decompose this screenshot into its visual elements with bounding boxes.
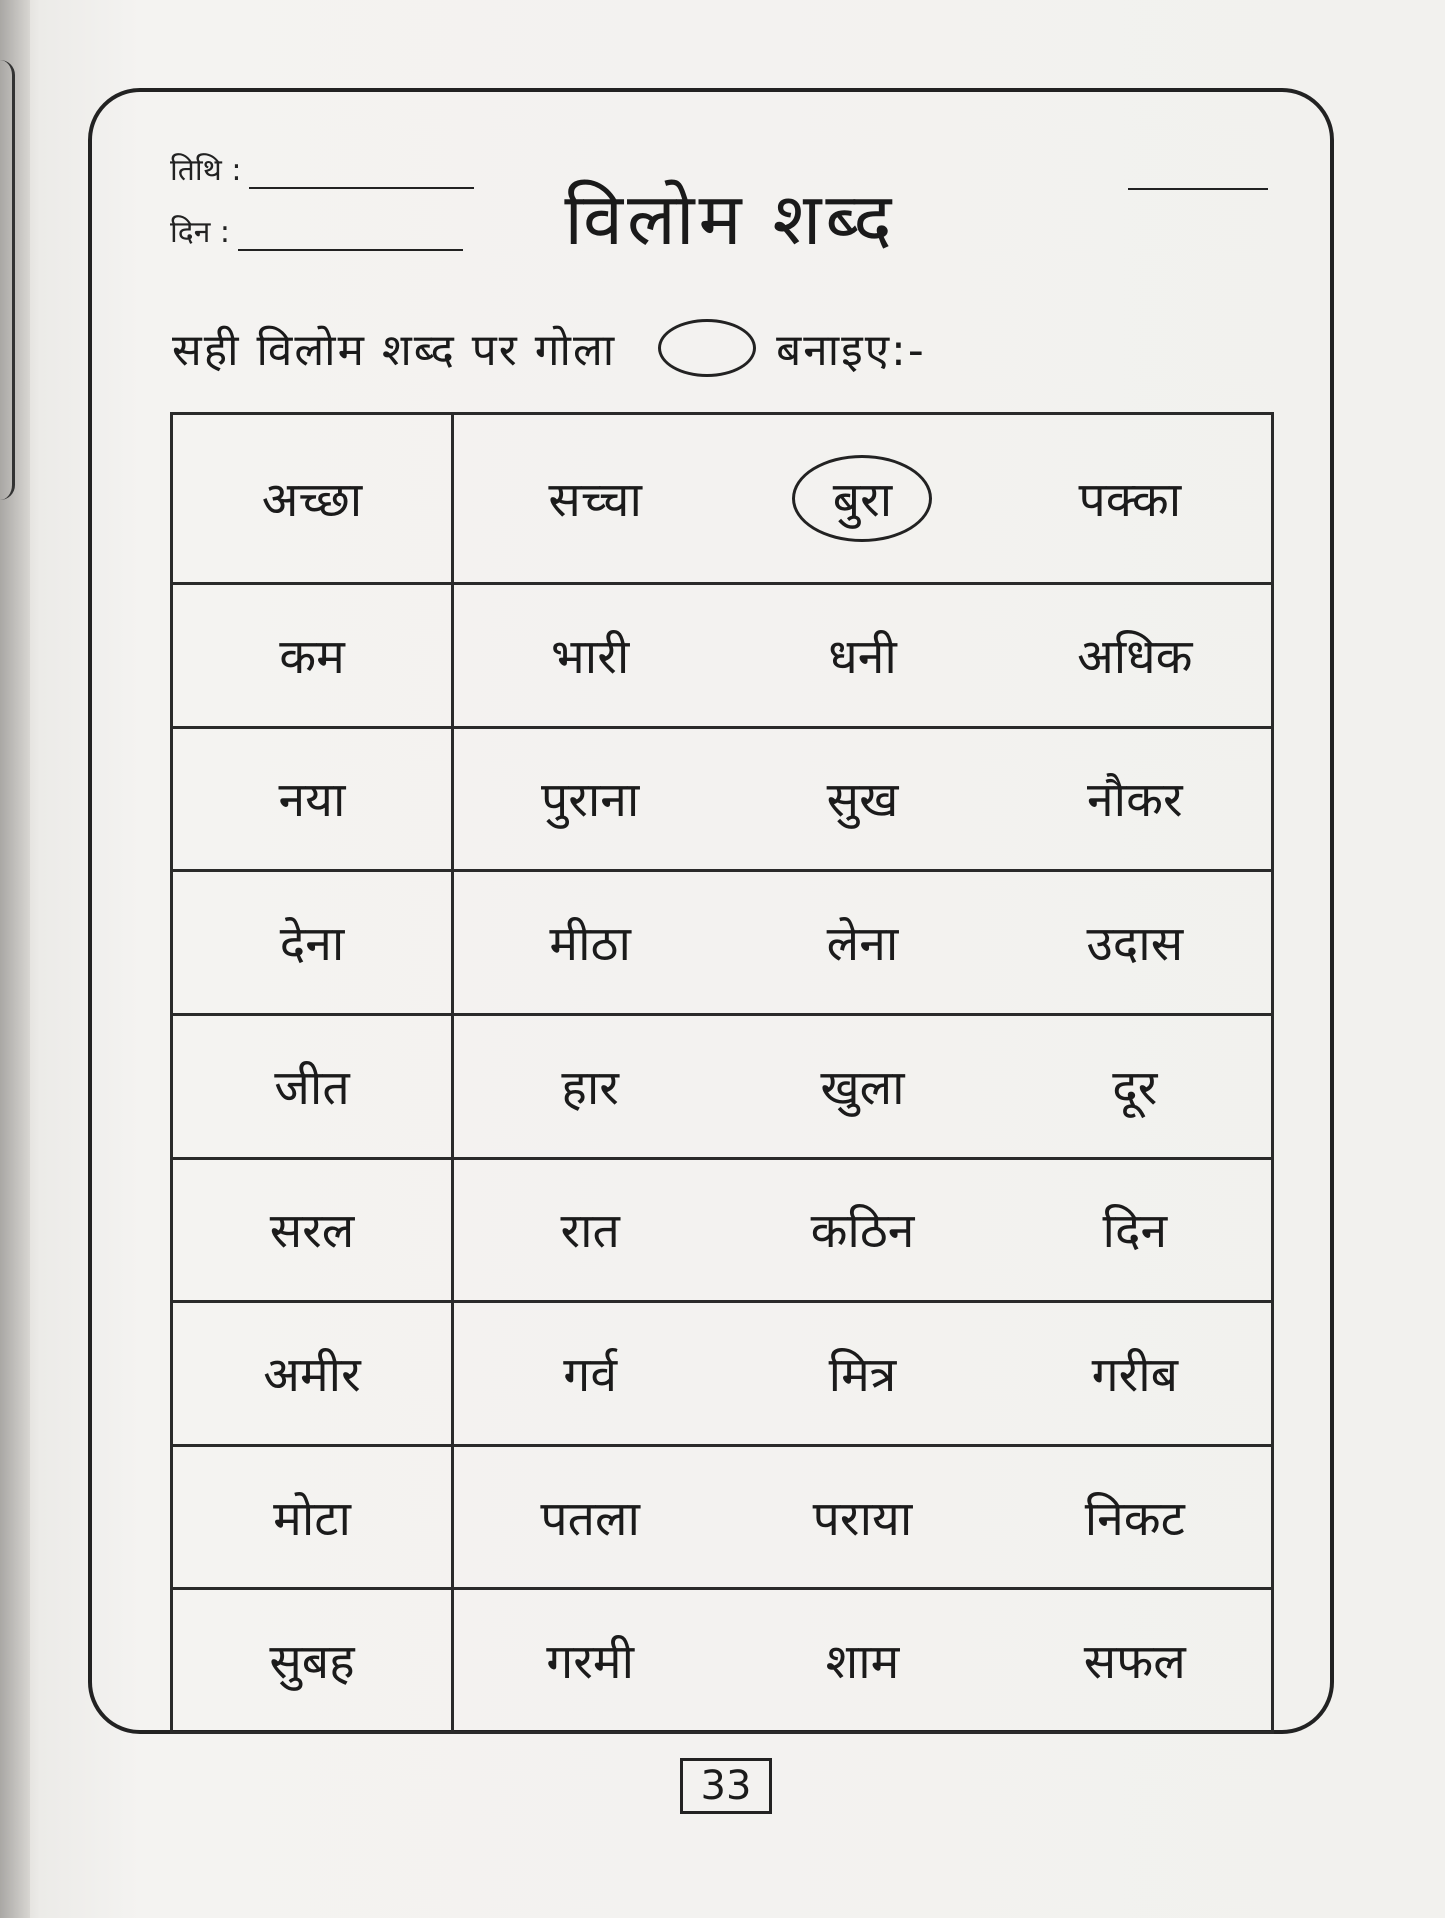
- question-word: कम: [172, 584, 453, 728]
- options-cell: [453, 727, 1273, 871]
- options-row: [454, 1590, 1271, 1731]
- option-word[interactable]: गरीब: [1091, 1346, 1179, 1403]
- option-word[interactable]: दूर: [1112, 1059, 1158, 1116]
- instruction-text: [172, 318, 926, 378]
- options-cell: [453, 414, 1273, 584]
- options-cell: [453, 1589, 1273, 1733]
- options-row: [454, 1160, 1271, 1301]
- option-word[interactable]: पतला: [540, 1490, 640, 1547]
- option-word[interactable]: दिन: [1102, 1203, 1168, 1260]
- page-title: विलोम शब्द: [564, 177, 896, 261]
- options-cell: [453, 1014, 1273, 1158]
- name-blank-line[interactable]: [1128, 188, 1268, 190]
- table-row: [172, 1302, 1273, 1446]
- option-word[interactable]: मीठा: [549, 916, 631, 973]
- options-row: [454, 1303, 1271, 1444]
- option-word[interactable]: कठिन: [810, 1203, 915, 1260]
- option-word[interactable]: सफल: [1083, 1634, 1186, 1691]
- option-word[interactable]: रात: [560, 1203, 620, 1260]
- table-row: [172, 871, 1273, 1015]
- day-label: दिन :: [170, 215, 230, 250]
- option-word[interactable]: हार: [561, 1059, 619, 1116]
- options-row: [454, 585, 1271, 726]
- previous-page-edge: [0, 60, 15, 500]
- options-row: [454, 1447, 1271, 1588]
- option-word[interactable]: सुख: [826, 772, 899, 829]
- option-word[interactable]: लेना: [826, 916, 899, 973]
- day-blank-line[interactable]: [238, 249, 463, 251]
- options-row: [454, 729, 1271, 870]
- question-word: अमीर: [172, 1302, 453, 1446]
- question-word: सरल: [172, 1158, 453, 1302]
- option-word[interactable]: गरमी: [546, 1634, 635, 1691]
- option-word[interactable]: नौकर: [1087, 772, 1183, 829]
- instruction-before: सही विलोम शब्द पर गोला: [172, 325, 617, 376]
- table-row: [172, 584, 1273, 728]
- table-row: [172, 414, 1273, 584]
- table-row: [172, 1158, 1273, 1302]
- options-row: [454, 415, 1271, 582]
- option-word[interactable]: खुला: [820, 1059, 905, 1116]
- table-row: [172, 727, 1273, 871]
- table-row: [172, 1014, 1273, 1158]
- option-word[interactable]: धनी: [828, 628, 897, 685]
- date-field: [170, 148, 474, 189]
- question-word: सुबह: [172, 1589, 453, 1733]
- question-word: नया: [172, 727, 453, 871]
- antonym-table: [170, 412, 1274, 1734]
- options-cell: [453, 1158, 1273, 1302]
- date-label: तिथि :: [170, 153, 242, 188]
- question-word: जीत: [172, 1014, 453, 1158]
- option-word[interactable]: शाम: [825, 1634, 900, 1691]
- option-word[interactable]: पक्का: [1078, 472, 1182, 529]
- option-word[interactable]: सच्चा: [548, 472, 642, 529]
- options-cell: [453, 1302, 1273, 1446]
- oval-sample-icon: [658, 319, 756, 377]
- page-number: 33: [680, 1758, 772, 1814]
- options-cell: [453, 871, 1273, 1015]
- option-word[interactable]: गर्व: [563, 1346, 618, 1403]
- option-word[interactable]: अधिक: [1077, 628, 1193, 685]
- question-word: अच्छा: [172, 414, 453, 584]
- option-word[interactable]: भारी: [551, 628, 630, 685]
- question-word: मोटा: [172, 1445, 453, 1589]
- table-row: [172, 1589, 1273, 1733]
- table-row: [172, 1445, 1273, 1589]
- instruction-after: बनाइए:-: [776, 325, 926, 376]
- option-word[interactable]: पराया: [812, 1490, 913, 1547]
- option-word[interactable]: मित्र: [828, 1346, 897, 1403]
- options-row: [454, 872, 1271, 1013]
- options-cell: [453, 1445, 1273, 1589]
- option-word[interactable]: निकट: [1084, 1490, 1185, 1547]
- option-word-circled[interactable]: बुरा: [792, 455, 932, 542]
- day-field: [170, 210, 463, 251]
- options-cell: [453, 584, 1273, 728]
- option-word[interactable]: पुराना: [540, 772, 640, 829]
- options-row: [454, 1016, 1271, 1157]
- option-word[interactable]: उदास: [1086, 916, 1184, 973]
- question-word: देना: [172, 871, 453, 1015]
